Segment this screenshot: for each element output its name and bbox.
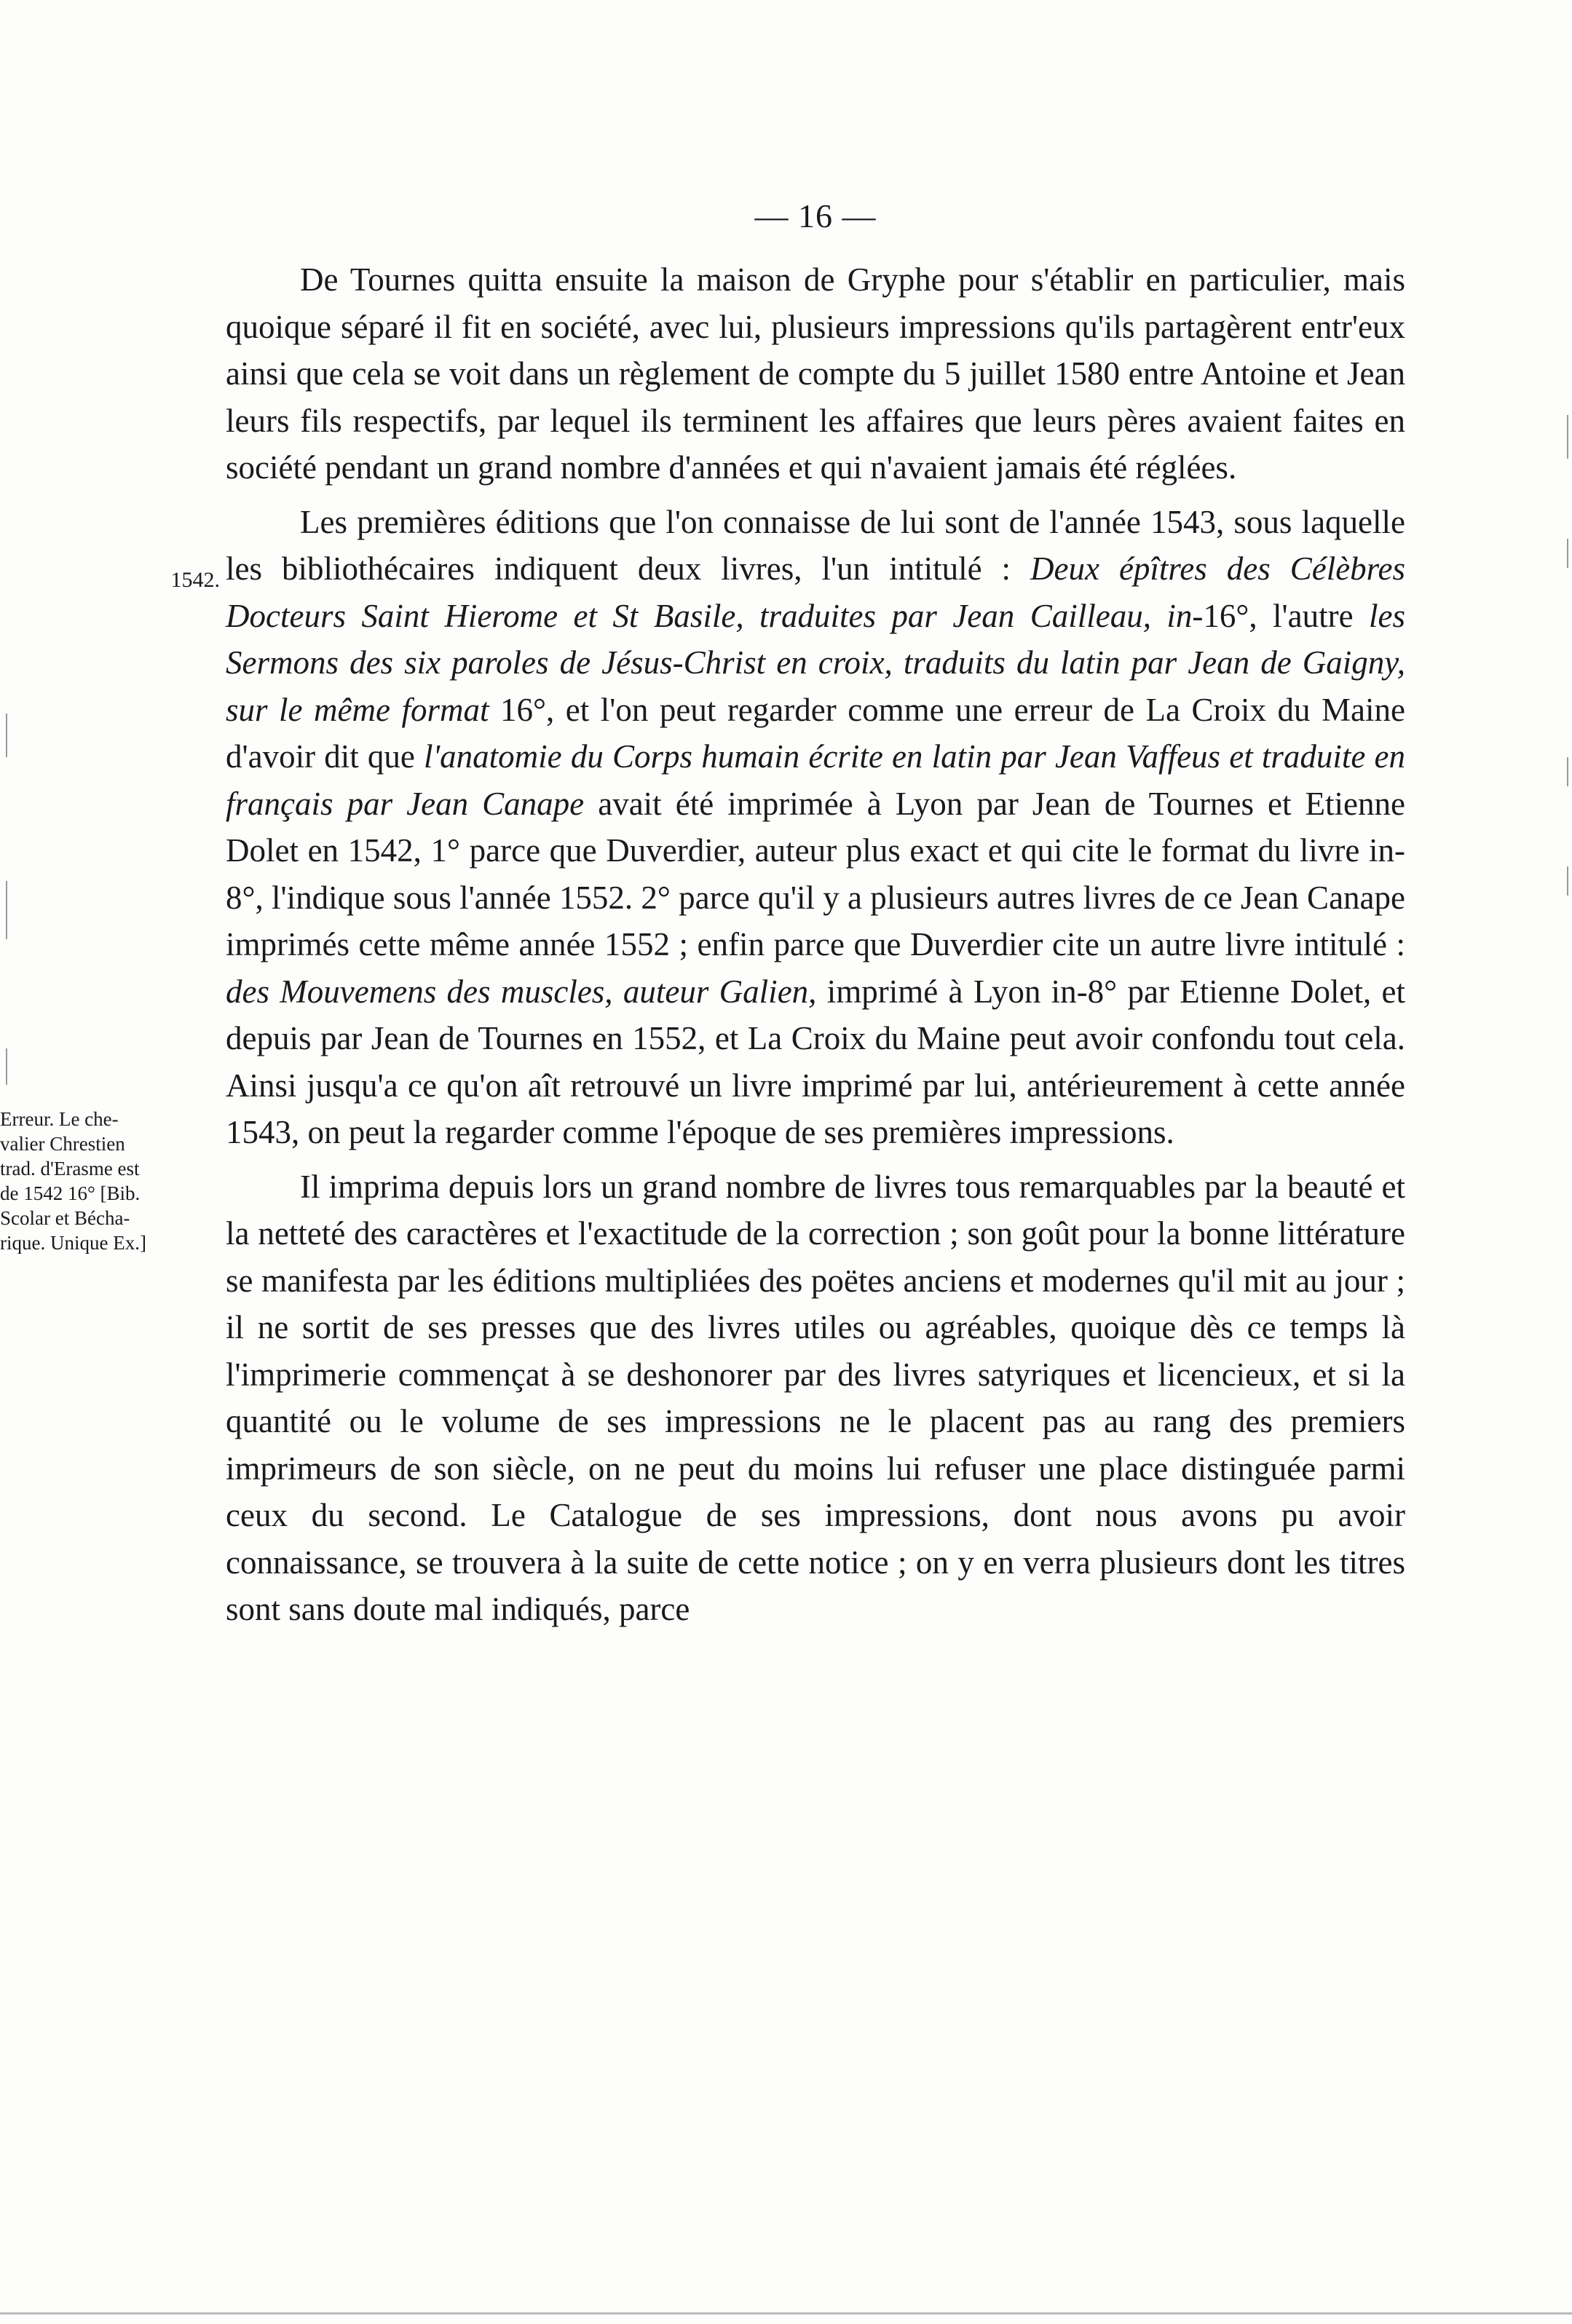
margin-annotation — [0, 1107, 188, 1255]
title-anatomie: l'anatomie du Corps humain écrite en latin par Jean Vaffeus et traduite en français par Jean Canape — [226, 738, 1405, 822]
paragraph-2-text: imprimé à Lyon in-8° par Etienne Dolet, et depuis par Jean de Tournes en 1552, et La Croix du Maine peut avoir confondu tout cela. Ainsi jusqu'a ce qu'on aît retrouvé un livre imprimé par lui, antérieurement à cette année 1543, on peut la regarder comme l'époque de ses premières impressions. — [226, 973, 1405, 1150]
margin-annotation-line: valier Chrestien — [0, 1133, 125, 1155]
scan-edge-mark — [1567, 539, 1568, 568]
margin-annotation-line: Erreur. Le che- — [0, 1108, 119, 1130]
scan-edge-mark — [6, 1048, 7, 1085]
paragraph-3: Il imprima depuis lors un grand nombre de livres tous remarquables par la beauté et la netteté des caractères et l'exactitude de la correction ; son goût pour la bonne littérature se manifesta par les éditions multipliées des poëtes anciens et modernes qu'il mit au jour ; il ne sortit de ses presses que des livres utiles ou agréables, quoique dès ce temps là l'imprimerie commençat à se deshonorer par des livres satyriques et licencieux, et si la quantité ou le volume de ses impressions ne le placent pas au rang des premiers imprimeurs de son siècle, on ne peut du moins lui refuser une place distinguée parmi ceux du second. Le Catalogue de ses impressions, dont nous avons pu avoir connaissance, se trouvera à la suite de cette notice ; on y en verra plusieurs dont les titres sont sans doute mal indiqués, parce — [226, 1168, 1405, 1627]
title-sermons: les Sermons des six paroles de Jésus-Christ en croix, traduits du latin par Jean de Gaigny, sur le même format — [226, 597, 1405, 728]
scan-edge-mark — [6, 881, 7, 939]
body-text — [226, 256, 1405, 1633]
paragraph-2-text: 16°, et l'on peut regarder comme une erreur de La Croix du Maine d'avoir dit que — [226, 691, 1405, 775]
margin-annotation-line: de 1542 16° [Bib. — [0, 1182, 141, 1204]
paragraph-2-text: 16°, l'autre — [1203, 597, 1369, 634]
scan-bottom-edge — [0, 2312, 1572, 2315]
margin-annotation-line: rique. Unique Ex.] — [0, 1232, 146, 1254]
paragraph-1: De Tournes quitta ensuite la maison de Gryphe pour s'établir en particulier, mais quoique séparé il fit en société, avec lui, plusieurs impressions qu'ils partagèrent entr'eux ainsi que cela se voit dans un règlement de compte du 5 juillet 1580 entre Antoine et Jean leurs fils respectifs, par lequel ils terminent les affaires que leurs pères avaient faites en société pendant un grand nombre d'années et qui n'avaient jamais été réglées. — [226, 261, 1405, 486]
paragraph-2-text: avait été imprimée à Lyon par Jean de Tournes et Etienne Dolet en 1542, 1° parce que Duverdier, auteur plus exact et qui cite le format du livre in-8°, l'indique sous l'année 1552. 2° parce qu'il y a plusieurs autres livres de ce Jean Canape imprimés cette même année 1552 ; enfin parce que Duverdier cite un autre livre intitulé : — [226, 785, 1405, 963]
margin-annotation-line: trad. d'Erasme est — [0, 1158, 140, 1179]
scan-edge-mark — [1567, 757, 1568, 786]
page-number: — 16 — — [754, 197, 877, 234]
paragraph-2-text: Les premières éditions que l'on connaisse de lui sont de l'année 1543, sous laquelle les bibliothécaires indiquent deux livres, l'un intitulé : — [226, 503, 1405, 587]
title-deux-epitres: Deux épîtres des Célèbres Docteurs Saint Hierome et St Basile, traduites par Jean Cailleau, in- — [226, 550, 1406, 634]
margin-year-note: 1542. — [170, 568, 220, 592]
margin-annotation-line: Scolar et Bécha- — [0, 1207, 130, 1229]
scan-edge-mark — [6, 714, 7, 757]
scan-edge-mark — [1567, 415, 1568, 459]
paragraph-2 — [226, 499, 1405, 1156]
scan-edge-mark — [1567, 866, 1568, 896]
title-mouvemens: des Mouvemens des muscles, auteur Galien, — [226, 973, 817, 1010]
